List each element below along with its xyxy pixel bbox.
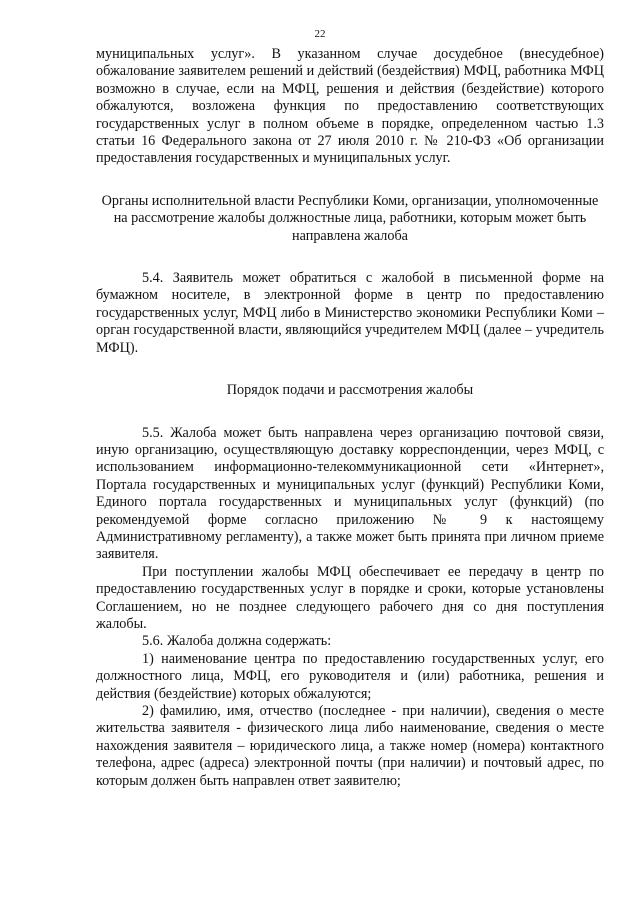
intro-paragraph: муниципальных услуг». В указанном случае досудебное (внесудебное) обжалование заявителем решений и действий (бездействия) МФЦ, работника МФЦ возможно в случае, если на МФЦ, решения и действия (бездействие) которого обжалуются, возложена функция по предоставлению соответствующих государственных услуг в полном объеме в порядке, определенном частью 1.3 статьи 16 Федерального закона от 27 июля 2010 г. № 210-ФЗ «Об организации предоставления государственных и муниципальных услуг. xyxy=(96,46,604,167)
paragraph-5-4: 5.4. Заявитель может обратиться с жалобой в письменной форме на бумажном носителе, в электронной форме в центр по предоставлению государственных услуг, МФЦ либо в Министерство экономики Республики Коми – орган государственной власти, являющийся учредителем МФЦ (далее – учредитель МФЦ). xyxy=(96,270,604,356)
paragraph-mfc-forwarding: При поступлении жалобы МФЦ обеспечивает ее передачу в центр по предоставлению государственных услуг в порядке и сроки, которые установлены Соглашением, но не позднее следующего рабочего дня со дня поступления жалобы. xyxy=(96,563,604,632)
list-item-1: 1) наименование центра по предоставлению государственных услуг, его должностного лица, МФЦ, его руководителя и (или) работника, решения и действия (бездействие) которых обжалуются; xyxy=(96,650,604,702)
document-body xyxy=(96,46,604,790)
section-heading-complaint-procedure: Порядок подачи и рассмотрения жалобы xyxy=(226,382,474,399)
page-number: 22 xyxy=(314,28,326,40)
section-heading-complaint-bodies: Органы исполнительной власти Республики Коми, организации, уполномоченные на рассмотрение жалобы должностные лица, работники, которым может быть направлена жалоба xyxy=(101,192,599,244)
paragraph-5-5: 5.5. Жалоба может быть направлена через организацию почтовой связи, иную организацию, осуществляющую доставку корреспонденции, через МФЦ, с использованием информационно-телекоммуникационной сети «Интернет», Портала государственных и муниципальных услуг (функций) Республики Коми, Единого портала государственных и муниципальных услуг (функций) (по рекомендуемой форме согласно приложению № 9 к настоящему Административному регламенту), а также может быть принята при личном приеме заявителя. xyxy=(96,424,604,563)
paragraph-5-6: 5.6. Жалоба должна содержать: xyxy=(142,633,332,650)
list-item-2: 2) фамилию, имя, отчество (последнее - при наличии), сведения о месте жительства заявителя - физического лица либо наименование, сведения о месте нахождения заявителя – юридического лица, а также номер (номера) контактного телефона, адрес (адреса) электронной почты (при наличии) и почтовый адрес, по которым должен быть направлен ответ заявителю; xyxy=(96,703,604,789)
